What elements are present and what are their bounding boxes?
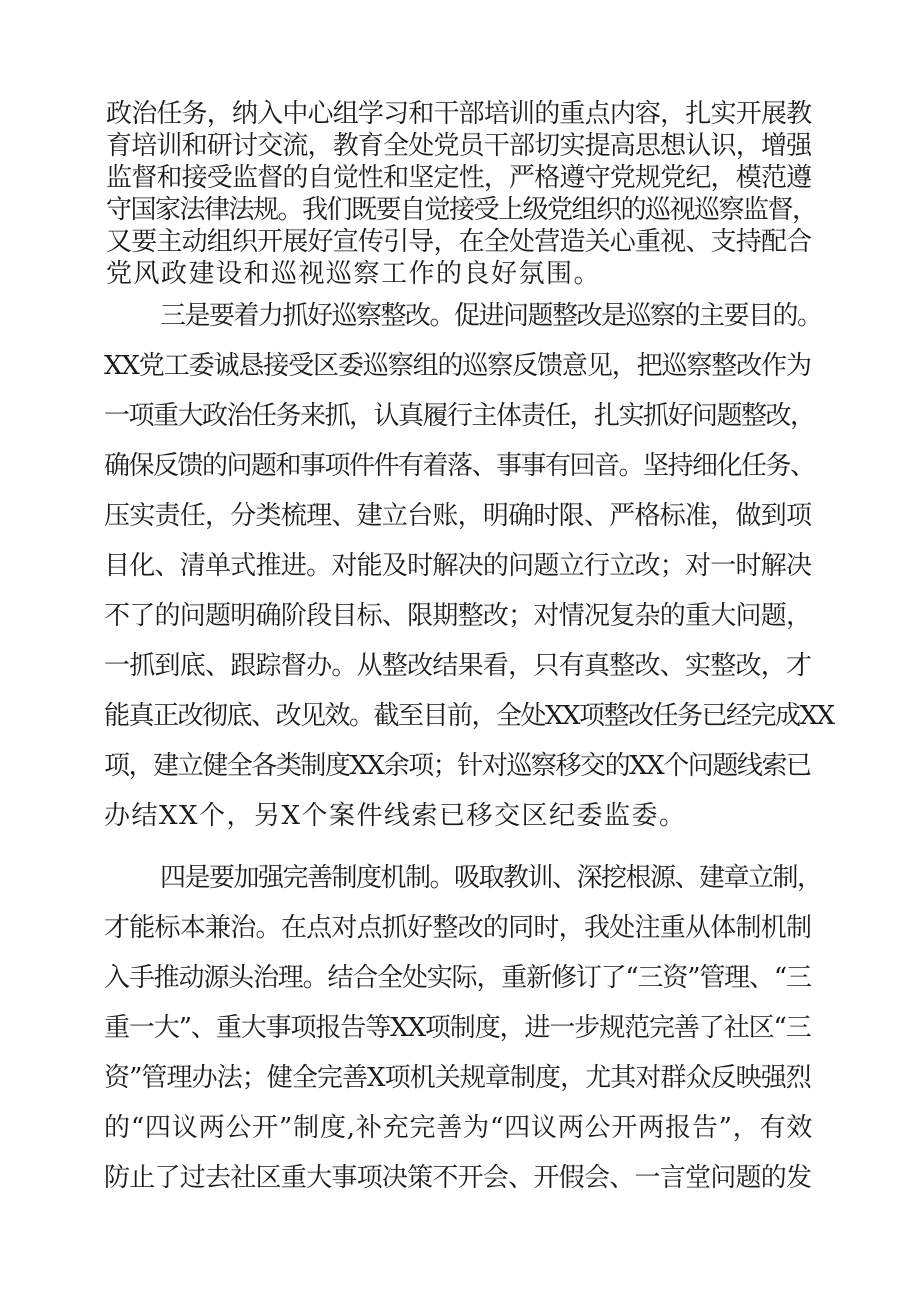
text-line: 防止了过去社区重大事项决策不开会、开假会、一言堂问题的发 [104,1163,812,1193]
text-line: 确保反馈的问题和事项件件有着落、事事有回音。坚持细化任务、 [104,451,815,481]
text-line: 项，建立健全各类制度XX余项；针对巡察移交的XX个问题线索已 [104,751,811,781]
text-line: 一项重大政治任务来抓，认真履行主体责任，扎实抓好问题整改， [104,401,815,431]
text-line: 入手推动源头治理。结合全处实际，重新修订了“三资”管理、“三 [104,963,811,993]
text-line: 政治任务，纳入中心组学习和干部培训的重点内容，扎实开展教 [106,99,812,129]
paragraph-heading-four: 四是要加强完善制度机制。吸取教训、深挖根源、建章立制， [160,863,822,893]
text-line: 资”管理办法；健全完善X项机关规章制度，尤其对群众反映强烈 [104,1063,811,1093]
text-line: 守国家法律法规。我们既要自觉接受上级党组织的巡视巡察监督， [106,195,817,225]
text-line: 不了的问题明确阶段目标、限期整改；对情况复杂的重大问题， [104,601,812,631]
text-line: 一抓到底、跟踪督办。从整改结果看，只有真整改、实整改，才 [104,651,812,681]
text-line: 的“四议两公开”制度,补充完善为“四议两公开两报告”，有效 [104,1113,814,1143]
text-line: 又要主动组织开展好宣传引导，在全处营造关心重视、支持配合 [106,227,812,257]
text-line: 能真正改彻底、改见效。截至目前，全处XX项整改任务已经完成XX [104,701,834,731]
text-line: 育培训和研讨交流，教育全处党员干部切实提高思想认识，增强 [106,131,812,161]
text-line: XX党工委诚恳接受区委巡察组的巡察反馈意见，把巡察整改作为 [104,351,811,381]
text-line: 办结XX个，另X个案件线索已移交区纪委监委。 [104,801,687,831]
paragraph-heading-three: 三是要着力抓好巡察整改。促进问题整改是巡察的主要目的。 [160,301,822,331]
text-line: 压实责任，分类梳理、建立台账，明确时限、严格标准，做到项 [104,501,812,531]
text-line: 党风政建设和巡视巡察工作的良好氛围。 [106,259,602,289]
text-line: 目化、清单式推进。对能及时解决的问题立行立改；对一时解决 [104,551,812,581]
text-line: 才能标本兼治。在点对点抓好整改的同时，我处注重从体制机制 [104,913,812,943]
text-line: 监督和接受监督的自觉性和坚定性，严格遵守党规党纪，模范遵 [106,163,812,193]
text-line: 重一大”、重大事项报告等XX项制度，进一步规范完善了社区“三 [104,1013,811,1043]
